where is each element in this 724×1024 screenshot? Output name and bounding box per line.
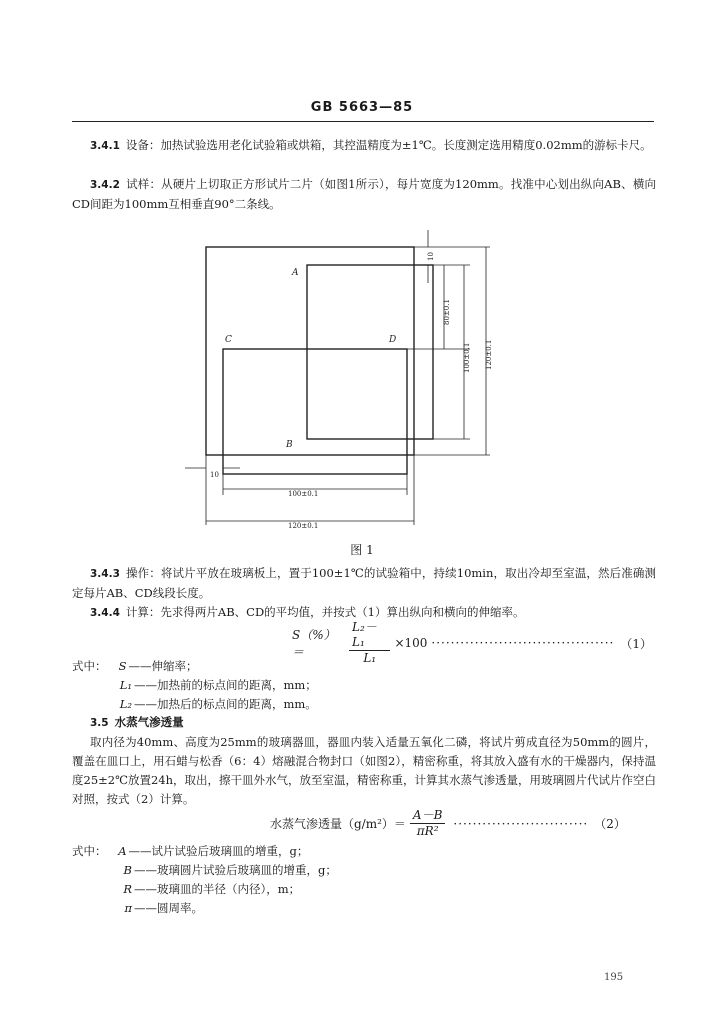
var-desc: ——试片试验后玻璃皿的增重，g； <box>128 844 309 858</box>
var-desc: ——伸缩率； <box>128 659 198 673</box>
var-symbol: L₂ <box>119 697 132 711</box>
dim-10-left: 10 <box>210 471 219 479</box>
dim-10-right: 10 <box>427 252 435 261</box>
dim-100-right: 100±0.1 <box>463 342 471 373</box>
formula-2 <box>270 808 654 839</box>
figure-1-diagram <box>170 225 510 535</box>
formula-1-legend-item <box>112 676 692 694</box>
formula-2-legend-item <box>112 861 692 879</box>
section-3-5-text: 取内径为40mm、高度为25mm的玻璃器皿，器皿内装入适量五氧化二磷，将试片剪成直径为50mm的圆片，覆盖在皿口上，用石蜡与松香（6：4）熔融混合物封口（如图2），精密称重，将其放入盛有水的干燥器内，保持温度25±2℃放置24h，取出，擦干皿外水气，放至室温，精密称重，计算其水蒸气渗透量，用玻璃圆片代试片作空白对照，按式（2）计算。 <box>72 735 656 806</box>
section-3-4-2 <box>72 175 656 214</box>
section-title: 水蒸气渗透量 <box>114 715 184 729</box>
var-desc: ——玻璃圆片试验后玻璃皿的增重，g； <box>134 863 337 877</box>
formula-2-legend-item <box>112 880 692 898</box>
formula-lhs: 水蒸气渗透量（g/m²）＝ <box>270 817 406 831</box>
header-rule <box>72 121 654 122</box>
formula-numerator: L₂－L₁ <box>349 620 390 651</box>
section-text: 设备：加热试验选用老化试验箱或烘箱，其控温精度为±1℃。长度测定选用精度0.02mm的游标卡尺。 <box>125 138 652 152</box>
var-symbol: B <box>123 863 132 877</box>
formula-2-legend-item <box>112 899 692 917</box>
formula-1-legend <box>72 657 652 675</box>
formula-number: （1） <box>620 636 652 651</box>
legend-intro: 式中： <box>72 844 107 858</box>
label-d: D <box>389 335 397 345</box>
var-desc: ——加热后的标点间的距离，mm。 <box>134 697 317 711</box>
formula-denominator: L₁ <box>363 651 377 665</box>
legend-intro: 式中： <box>72 659 107 673</box>
formula-fraction <box>410 808 446 839</box>
dim-120-bottom: 120±0.1 <box>288 522 319 530</box>
formula-lhs: S（%）＝ <box>292 628 336 659</box>
var-symbol: π <box>124 901 132 915</box>
var-symbol: A <box>118 844 127 858</box>
page-number: 195 <box>604 972 624 983</box>
var-symbol: L₁ <box>119 678 132 692</box>
formula-leader-dots: ···························· <box>453 816 589 831</box>
var-desc: ——玻璃皿的半径（内径），m； <box>134 882 301 896</box>
formula-rhs: ×100 <box>394 636 428 650</box>
section-3-4-3 <box>72 564 656 603</box>
section-number: 3.4.1 <box>90 140 120 152</box>
label-a: A <box>292 268 299 278</box>
section-number: 3.5 <box>90 717 109 729</box>
label-b: B <box>286 440 293 450</box>
dim-120-right: 120±0.1 <box>485 339 493 370</box>
section-text: 计算：先求得两片AB、CD的平均值，并按式（1）算出纵向和横向的伸缩率。 <box>125 605 525 619</box>
section-number: 3.4.4 <box>90 607 120 619</box>
section-number: 3.4.2 <box>90 179 120 191</box>
page-header: GB 5663—85 <box>310 100 414 115</box>
outer-specimen-square <box>206 247 414 455</box>
var-symbol: S <box>118 659 127 673</box>
var-desc: ——圆周率。 <box>134 901 203 915</box>
section-number: 3.4.3 <box>90 568 120 580</box>
formula-leader-dots: ······································ <box>431 636 615 650</box>
section-3-4-1 <box>72 136 656 156</box>
formula-numerator: A－B <box>410 808 446 824</box>
label-c: C <box>225 335 232 345</box>
formula-number: （2） <box>594 817 626 831</box>
dim-80-right: 80±0.1 <box>443 299 451 325</box>
var-desc: ——加热前的标点间的距离，mm； <box>134 678 317 692</box>
section-text: 试样：从硬片上切取正方形试片二片（如图1所示），每片宽度为120mm。找准中心划出纵向AB、横向CD间距为100mm互相垂直90°二条线。 <box>72 177 656 211</box>
formula-denominator: πR² <box>416 824 439 838</box>
formula-1-legend-item <box>112 695 692 713</box>
var-symbol: R <box>123 882 132 896</box>
figure-caption: 图 1 <box>350 543 374 557</box>
section-text: 操作：将试片平放在玻璃板上，置于100±1℃的试验箱中，持续10min，取出冷却至室温，然后准确测定每片AB、CD线段长度。 <box>72 566 656 600</box>
formula-2-legend <box>72 842 652 860</box>
section-3-5-heading <box>72 713 656 733</box>
dim-100-bottom: 100±0.1 <box>288 490 319 498</box>
